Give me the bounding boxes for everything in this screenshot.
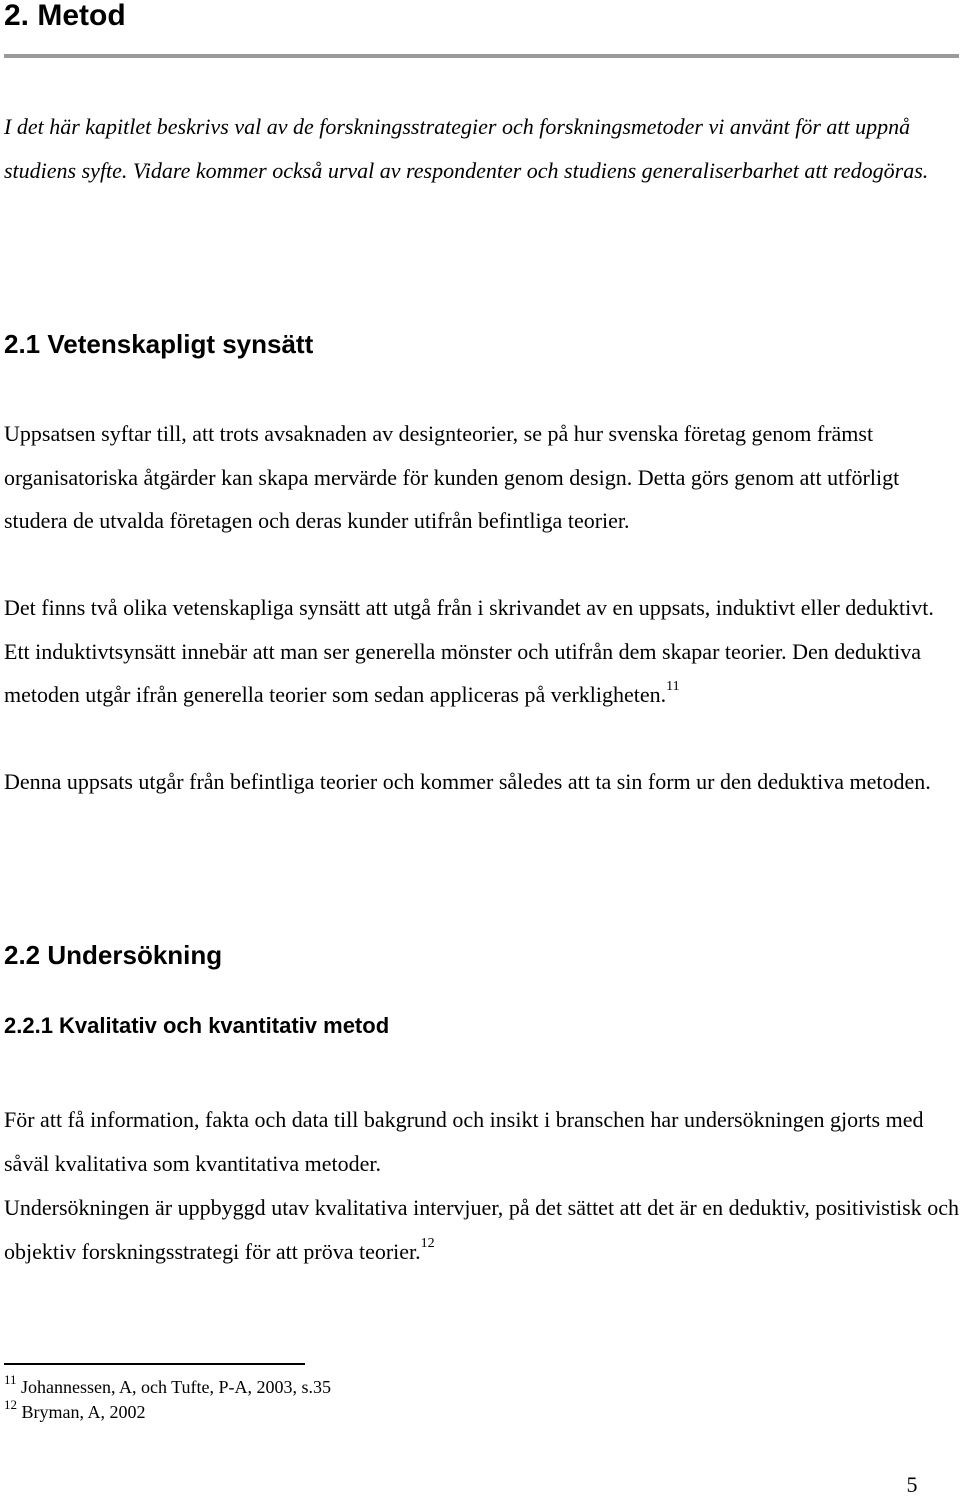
footnote-11 — [4, 1372, 332, 1400]
section-2-2-1-paragraph-2-text: Undersökningen är uppbyggd utav kvalitativa intervjuer, på det sättet att det är en deduktiv, positivistisk och objektiv forskningsstrategi för att pröva teorier. — [4, 1195, 959, 1264]
subsection-heading-2-2-1: 2.2.1 Kvalitativ och kvantitativ metod — [4, 1013, 390, 1038]
section-2-1-paragraph-1: Uppsatsen syftar till, att trots avsaknaden av designteorier, se på hur svenska företag genom främst organisatoriska åtgärder kan skapa mervärde för kunden genom design. Detta görs genom att utförligt studera de utvalda företagen och deras kunder utifrån befintliga teorier. — [4, 421, 900, 533]
chapter-intro: I det här kapitlet beskrivs val av de forskningsstrategier och forskningsmetoder vi använt för att uppnå studiens syfte. Vidare kommer också urval av respondenter och studiens generaliserbarhet att redogöras. — [4, 114, 929, 183]
footnotes — [4, 1372, 332, 1425]
footnote-separator — [4, 1363, 305, 1365]
section-2-2-1-paragraph-1: För att få information, fakta och data till bakgrund och insikt i branschen har undersökningen gjorts med såväl kvalitativa som kvantitativa metoder. — [4, 1107, 924, 1176]
footnote-ref-12: 12 — [420, 1235, 435, 1251]
chapter-title-rule — [4, 54, 959, 58]
footnote-text: Bryman, A, 2002 — [21, 1402, 146, 1422]
footnote-number: 11 — [4, 1372, 17, 1387]
footnote-number: 12 — [4, 1397, 17, 1412]
section-2-1-paragraph-2 — [4, 586, 959, 717]
page-number-value: 5 — [906, 1472, 918, 1497]
section-2-1-paragraph-2-text: Det finns två olika vetenskapliga synsätt att utgå från i skrivandet av en uppsats, induktivt eller deduktivt. Ett induktivtsynsätt innebär att man ser generella mönster och utifrån dem skapar teorier. Den deduktiva metoden utgår ifrån generella teorier som sedan appliceras på verkligheten. — [4, 595, 934, 707]
section-heading-2-2: 2.2 Undersökning — [4, 940, 223, 970]
chapter-title: 2. Metod — [4, 0, 126, 32]
footnote-text: Johannessen, A, och Tufte, P-A, 2003, s.35 — [21, 1377, 332, 1397]
footnote-12 — [4, 1397, 331, 1425]
section-2-2-1-paragraph-2 — [4, 1186, 959, 1273]
footnote-ref-11: 11 — [666, 679, 680, 694]
section-2-1-paragraph-3: Denna uppsats utgår från befintliga teorier och kommer således att ta sin form ur den deduktiva metoden. — [4, 769, 931, 794]
section-heading-2-1: 2.1 Vetenskapligt synsätt — [4, 329, 314, 359]
